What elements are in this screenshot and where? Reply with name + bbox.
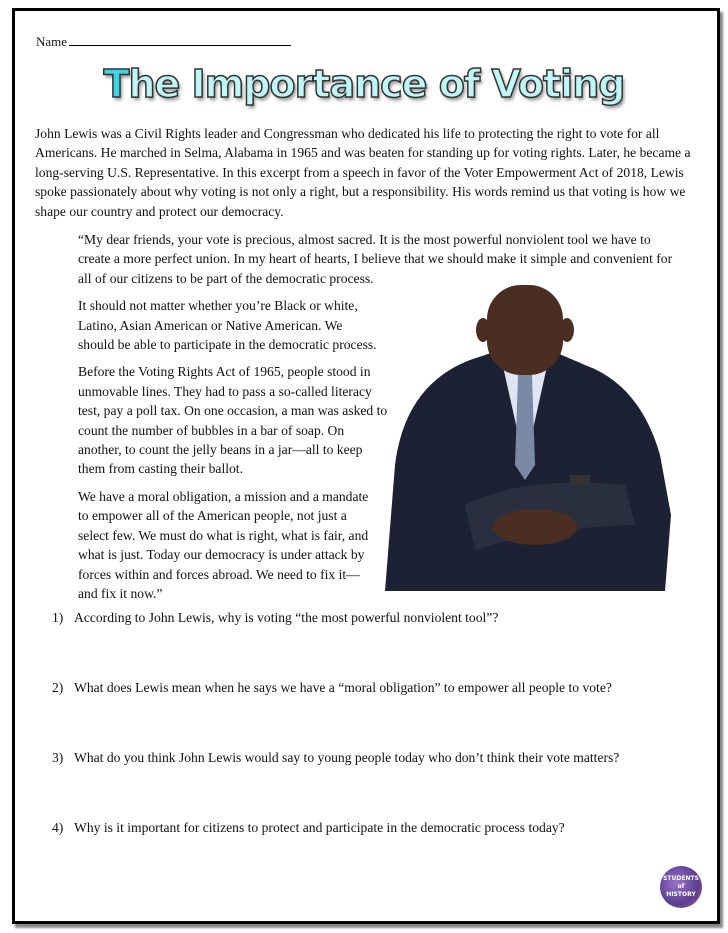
title-first-letter: T [103, 62, 129, 106]
quote-paragraph: Before the Voting Rights Act of 1965, people stood in unmovable lines. They had to pass a so-called literacy test, pay a poll tax. On one occasion, a man was asked to count the number of bubbles in a bar of soap. On another, to count the jelly beans in a jar—all to keep them from casting their ballot. [78, 364, 388, 477]
question-text: What do you think John Lewis would say to young people today who don’t think their vote matters? [74, 750, 620, 765]
quote-paragraph: We have a moral obligation, a mission and a mandate to empower all of the American people, not just a select few. We must do what is right, what is fair, and what is just. Today our democracy is under attack by forces within and forces abroad. We need to fix it—and fix it now.” [78, 488, 369, 601]
quote-paragraph: It should not matter whether you’re Black or white, Latino, Asian American or Native American. We should be able to participate in the democratic process. [78, 298, 377, 353]
page-title [0, 62, 728, 106]
name-label: Name [36, 34, 68, 49]
question-text: What does Lewis mean when he says we have a “moral obligation” to empower all people to vote? [74, 680, 612, 695]
question-number: 4) [52, 820, 64, 835]
question-number: 3) [52, 750, 64, 765]
logo-text: STUDENTS [663, 875, 699, 882]
title-rest: he Importance of Voting [128, 62, 625, 106]
question-number: 2) [52, 680, 64, 695]
question-2 [52, 680, 612, 696]
logo-text: of [677, 883, 685, 890]
logo-text: HISTORY [666, 891, 696, 898]
name-line[interactable] [69, 33, 291, 46]
question-1 [52, 610, 498, 626]
question-3 [52, 750, 619, 766]
quote-paragraph: “My dear friends, your vote is precious, almost sacred. It is the most powerful nonviolent tool we have to create a more perfect union. In my heart of hearts, I believe that we should make it simple and convenient for all of our citizens to be part of the democratic process. [78, 232, 673, 286]
students-of-history-logo [660, 866, 702, 908]
intro-paragraph: John Lewis was a Civil Rights leader and Congressman who dedicated his life to protecting the right to vote for all Americans. He marched in Selma, Alabama in 1965 and was beaten for standing up for voting rights. Later, he became a long-serving U.S. Representative. In this excerpt from a speech in favor of the Voter Empowerment Act of 2018, Lewis spoke passionately about why voting is not only a right, but a responsibility. His words remind us that voting is how we shape our country and protect our democracy. [35, 126, 691, 219]
question-4 [52, 820, 565, 836]
name-field[interactable] [36, 33, 291, 50]
speech-excerpt [78, 230, 678, 611]
question-text: According to John Lewis, why is voting “the most powerful nonviolent tool”? [74, 610, 499, 625]
question-text: Why is it important for citizens to protect and participate in the democratic process today? [74, 820, 565, 835]
question-number: 1) [52, 610, 64, 625]
